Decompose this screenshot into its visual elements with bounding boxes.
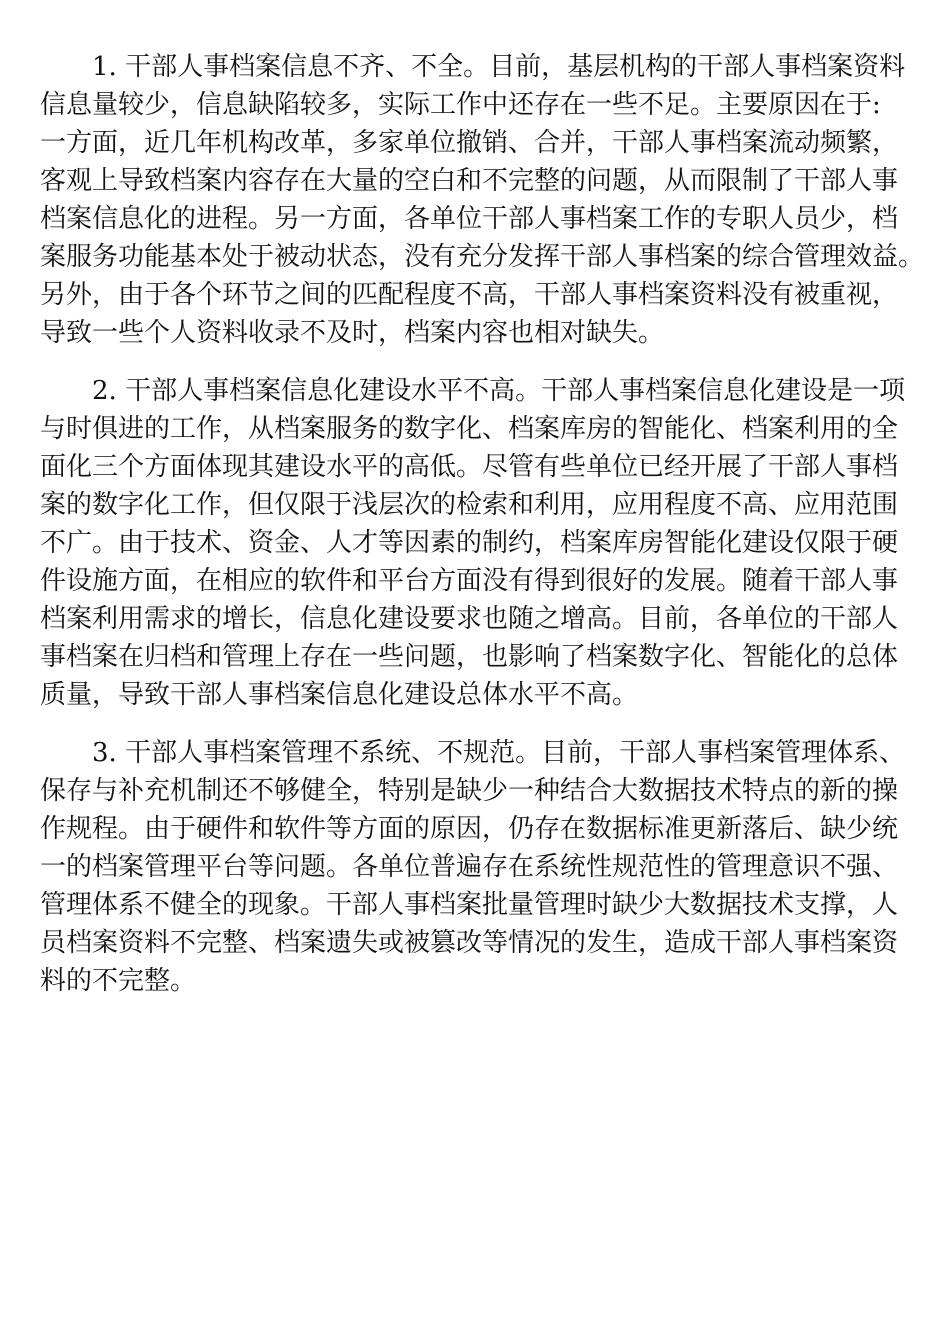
text-line: 料的不完整。 (40, 966, 197, 996)
text-line: 面化三个方面体现其建设水平的高低。尽管有些单位已经开展了干部人事档 (40, 452, 899, 482)
text-line: 3. 干部人事档案管理不系统、不规范。目前，干部人事档案管理体系、 (92, 738, 906, 768)
text-line: 事档案在归档和管理上存在一些问题，也影响了档案数字化、智能化的总体 (40, 642, 899, 672)
text-line: 信息量较少，信息缺陷较多，实际工作中还存在一些不足。主要原因在于: (40, 90, 881, 120)
text-line: 档案利用需求的增长，信息化建设要求也随之增高。目前，各单位的干部人 (40, 604, 899, 634)
text-line: 案的数字化工作，但仅限于浅层次的检索和利用，应用程度不高、应用范围 (40, 490, 899, 520)
text-line: 员档案资料不完整、档案遗失或被篡改等情况的发生，造成干部人事档案资 (40, 928, 899, 958)
text-line: 客观上导致档案内容存在大量的空白和不完整的问题，从而限制了干部人事 (40, 166, 899, 196)
paragraph-1 (40, 48, 925, 352)
paragraph-3 (40, 734, 906, 1000)
text-line: 作规程。由于硬件和软件等方面的原因，仍存在数据标准更新落后、缺少统 (40, 814, 899, 844)
text-line: 2. 干部人事档案信息化建设水平不高。干部人事档案信息化建设是一项 (92, 376, 906, 406)
paragraph-2 (40, 372, 906, 714)
text-line: 档案信息化的进程。另一方面，各单位干部人事档案工作的专职人员少，档 (40, 204, 899, 234)
text-line: 保存与补充机制还不够健全，特别是缺少一种结合大数据技术特点的新的操 (40, 776, 899, 806)
text-line: 导致一些个人资料收录不及时，档案内容也相对缺失。 (40, 318, 665, 348)
text-line: 一的档案管理平台等问题。各单位普遍存在系统性规范性的管理意识不强、 (40, 852, 899, 882)
text-line: 管理体系不健全的现象。干部人事档案批量管理时缺少大数据技术支撑，人 (40, 890, 899, 920)
text-line: 案服务功能基本处于被动状态，没有充分发挥干部人事档案的综合管理效益。 (40, 242, 925, 272)
text-line: 一方面，近几年机构改革，多家单位撤销、合并，干部人事档案流动频繁， (40, 128, 899, 158)
text-line: 与时俱进的工作，从档案服务的数字化、档案库房的智能化、档案利用的全 (40, 414, 899, 444)
text-line: 件设施方面，在相应的软件和平台方面没有得到很好的发展。随着干部人事 (40, 566, 899, 596)
text-line: 不广。由于技术、资金、人才等因素的制约，档案库房智能化建设仅限于硬 (40, 528, 899, 558)
text-line: 1. 干部人事档案信息不齐、不全。目前，基层机构的干部人事档案资料 (92, 52, 906, 82)
text-line: 另外，由于各个环节之间的匹配程度不高，干部人事档案资料没有被重视， (40, 280, 899, 310)
text-line: 质量，导致干部人事档案信息化建设总体水平不高。 (40, 680, 639, 710)
